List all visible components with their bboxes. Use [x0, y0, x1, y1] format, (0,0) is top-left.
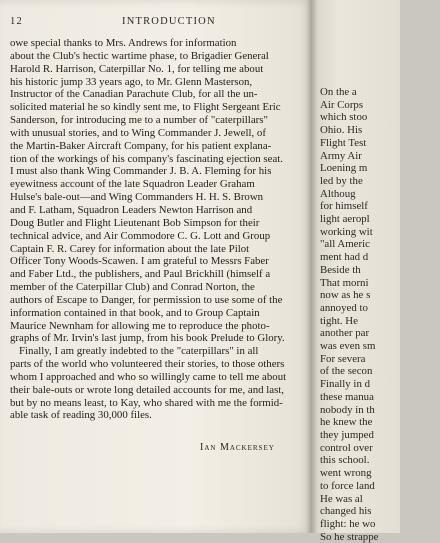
text-line: owe special thanks to Mrs. Andrews for information	[10, 37, 237, 49]
right-text-line: flight: he wo	[320, 517, 376, 530]
text-line: able task of reading 30,000 files.	[10, 409, 152, 422]
text-line: the Martin-Baker Aircraft Company, for his patient explana-	[10, 139, 272, 152]
text-line: Harold R. Harrison, Caterpillar No. 1, for telling me about	[10, 62, 264, 75]
right-text-line: of the secon	[320, 365, 373, 378]
right-text-line: went wrong	[320, 467, 372, 480]
right-text-line: Loening m	[320, 162, 368, 175]
right-text-line: for himself	[320, 200, 368, 213]
right-page-text	[320, 86, 440, 543]
text-line: parts of the world who volunteered their stories, to those others	[10, 358, 285, 371]
text-line: Captain F. R. Carey for information about the late Pilot	[10, 242, 250, 255]
right-text-line: On the a	[320, 86, 357, 98]
right-text-line: this school.	[320, 454, 370, 467]
right-text-line: light aeropl	[320, 213, 370, 226]
right-text-line: led by the	[320, 174, 363, 187]
right-text-line: Beside th	[320, 263, 361, 276]
right-text-line: Army Air	[320, 149, 362, 162]
right-text-line: Air Corps	[320, 98, 364, 111]
chapter-title: INTRODUCTION	[122, 16, 216, 27]
page-number: 12	[10, 16, 23, 27]
text-line: Sanderson, for introducing me to a number of "caterpillars"	[10, 114, 268, 127]
right-text-line: "all Americ	[320, 238, 370, 251]
text-line: Hulse's bale-out—and Wing Commanders H. H. S. Brown	[10, 191, 264, 204]
author-signature: Ian Mackersey	[200, 442, 275, 453]
right-text-line: So he strappe	[320, 530, 379, 543]
right-text-line: now as he s	[320, 289, 371, 302]
right-text-line: these manua	[320, 390, 374, 403]
right-text-line: Ohio. His	[320, 124, 363, 137]
text-line: with unusual stories, and to Wing Commander J. Jewell, of	[10, 126, 266, 139]
text-line: tion of the workings of his company's fascinating ejection seat.	[10, 152, 283, 165]
text-line: information contained in that book, and to Group Captain	[10, 306, 260, 319]
right-text-line: was even sm	[320, 340, 376, 353]
text-line: their bale-outs or wrote long detailed accounts for me, and last,	[10, 383, 285, 396]
text-line: but by no means least, to Kay, who shared with me the formid-	[10, 396, 283, 409]
right-text-line: which stoo	[320, 111, 368, 124]
text-line: and F. Latham, Squadron Leaders Newton Harrison and	[10, 203, 253, 216]
right-text-line: he knew the	[320, 416, 373, 429]
right-text-line: That morni	[320, 276, 369, 289]
text-line: and Faber Ltd., the publishers, and Paul Brickhill (himself a	[10, 268, 271, 281]
right-text-line: Finally in d	[320, 378, 371, 391]
text-line: technical advice, and Air Commodore C. G. Lott and Group	[10, 229, 271, 242]
text-line: whom I approached and who so willingly came to tell me about	[10, 370, 287, 383]
text-line: Instructor of the Canadian Parachute Club, for all the un-	[10, 88, 258, 101]
text-line: about the Club's hectic wartime phase, to Brigadier General	[10, 49, 269, 62]
text-line: eyewitness account of the late Squadron Leader Graham	[10, 178, 255, 191]
text-line: authors of Escape to Danger, for permission to use some of the	[10, 293, 283, 306]
right-text-line: another par	[320, 327, 370, 340]
text-line: his historic jump 33 years ago, to Mr. Glenn Masterson,	[10, 75, 253, 88]
text-line: member of the Caterpillar Club) and Conrad Norton, the	[10, 281, 255, 294]
text-line: I must also thank Wing Commander J. B. A. Fleming for his	[10, 165, 272, 178]
text-line: Maurice Newnham for allowing me to reproduce the photo-	[10, 319, 270, 332]
text-line: graphs of Mr. Irvin's last jump, from his book Prelude to Glory.	[10, 332, 285, 345]
right-text-line: Flight Test	[320, 136, 367, 149]
right-text-line: For severa	[320, 352, 366, 365]
right-text-line: annoyed to	[320, 301, 368, 314]
right-text-line: tight. He	[320, 314, 358, 327]
right-text-line: control over	[320, 441, 373, 454]
book-gutter	[306, 0, 318, 533]
text-line: Officer Tony Woods-Scawen. I am grateful to Messrs Faber	[10, 255, 269, 268]
right-text-line: to force land	[320, 479, 375, 492]
text-line: Finally, I am greatly indebted to the "caterpillars" in all	[19, 345, 259, 358]
right-text-line: they jumped	[320, 428, 374, 441]
right-text-line: Althoug	[320, 187, 356, 200]
right-text-line: changed his	[320, 505, 372, 518]
text-line: solicited material he so kindly sent me, to Flight Sergeant Eric	[10, 101, 281, 114]
right-text-line: nobody in th	[320, 403, 375, 416]
right-page	[312, 0, 400, 543]
running-head	[10, 16, 300, 30]
body-text	[10, 37, 302, 422]
right-text-line: working wit	[320, 225, 373, 238]
right-text-line: He was al	[320, 492, 363, 505]
right-text-line: ment had d	[320, 251, 369, 264]
text-line: Doug Butler and Flight Lieutenant Bob Simpson for their	[10, 216, 260, 229]
